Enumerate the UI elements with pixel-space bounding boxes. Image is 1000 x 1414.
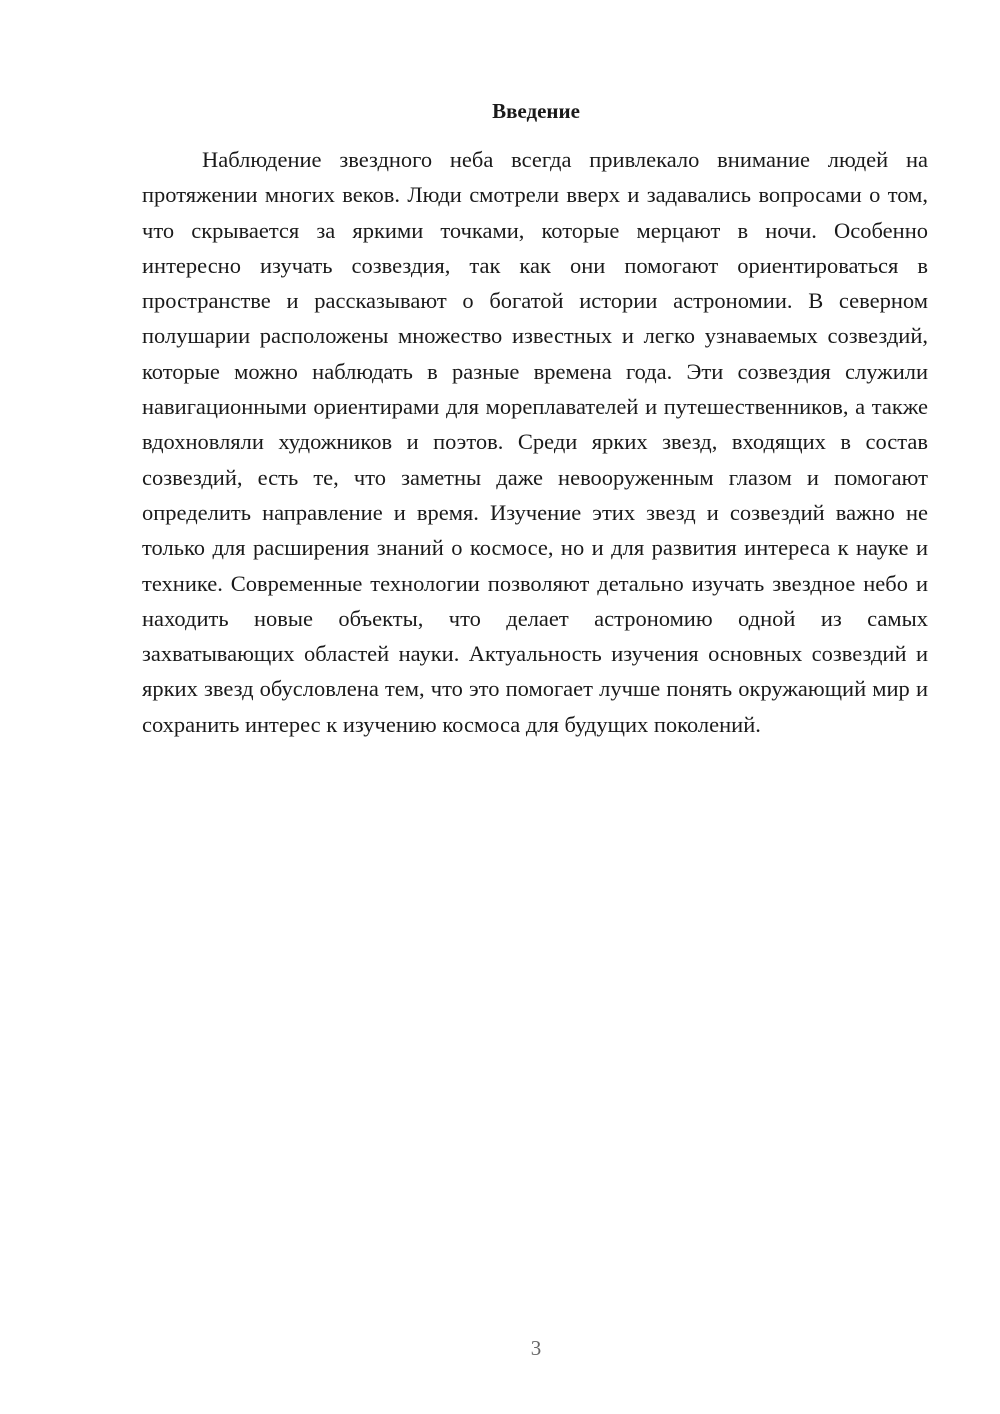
section-title: Введение	[492, 99, 580, 123]
body-paragraph: Наблюдение звездного неба всегда привлекало внимание людей на протяжении многих веков. Люди смотрели вверх и задавались вопросами о том, что скрывается за яркими точками, которые мерцают в ночи. Особенно интересно изучать созвездия, так как они помогают ориентироваться в пространстве и рассказывают о богатой истории астрономии. В северном полушарии расположены множество известных и легко узнаваемых созвездий, которые можно наблюдать в разные времена года. Эти созвездия служили навигационными ориентирами для мореплавателей и путешественников, а также вдохновляли художников и поэтов. Среди ярких звезд, входящих в состав созвездий, есть те, что заметны даже невооруженным глазом и помогают определить направление и время. Изучение этих звезд и созвездий важно не только для расширения знаний о космосе, но и для развития интереса к науке и технике. Современные технологии позволяют детально изучать звездное небо и находить новые объекты, что делает астрономию одной из самых захватывающих областей науки. Актуальность изучения основных созвездий и ярких звезд обусловлена тем, что это помогает лучше понять окружающий мир и сохранить интерес к изучению космоса для будущих поколений.	[142, 147, 928, 737]
page-number: 3	[530, 1336, 542, 1360]
